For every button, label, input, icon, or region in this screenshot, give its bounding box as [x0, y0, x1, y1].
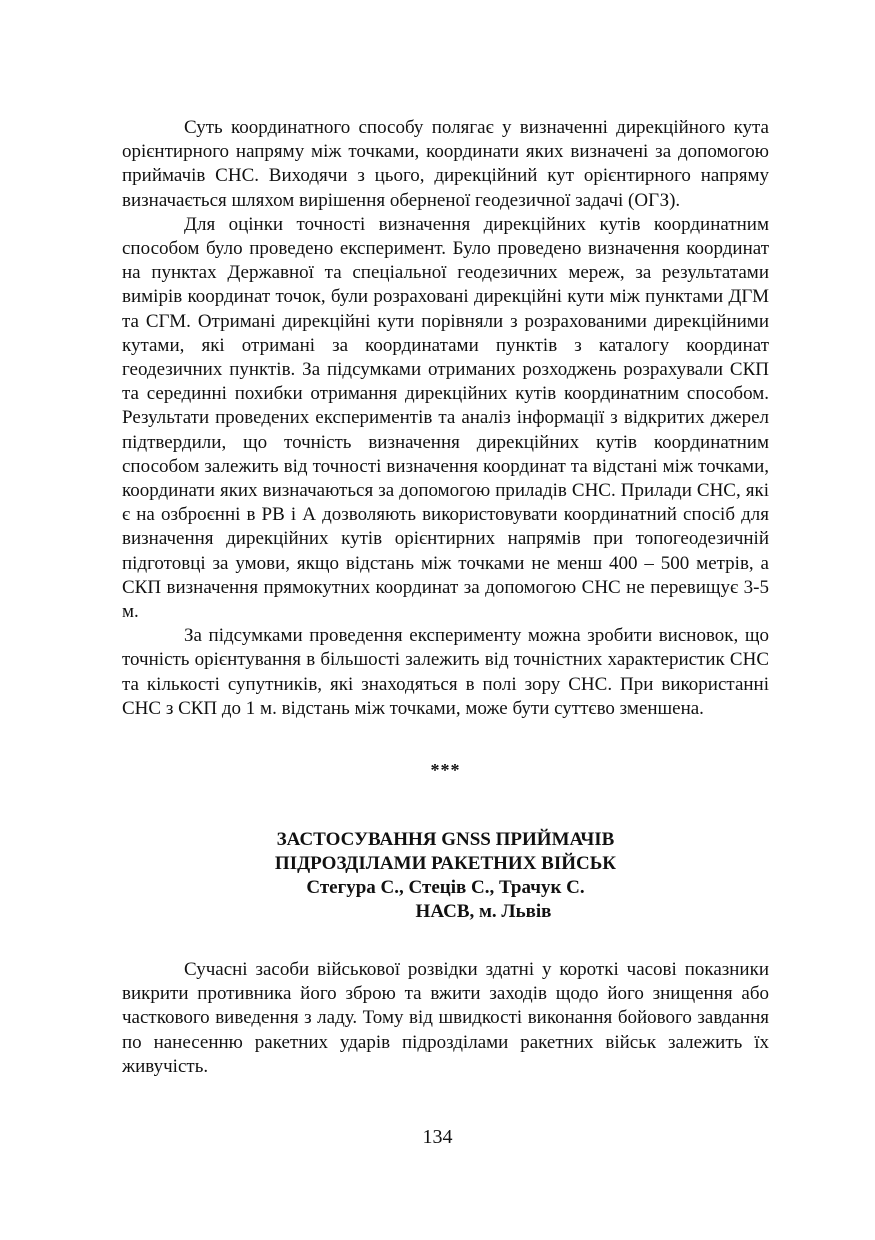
- article-heading: [122, 828, 769, 924]
- paragraph-1: Суть координатного способу полягає у визначенні дирекційного кута орієнтирного напряму між точками, координати яких визначені за допомогою приймачів СНС. Виходячи з цього, дирекційний кут орієнтирного напряму визначається шляхом вирішення оберненої геодезичної задачі (ОГЗ).: [122, 117, 769, 211]
- article-affiliation: НАСВ, м. Львів: [415, 901, 552, 923]
- page-number: 134: [422, 1126, 453, 1148]
- article-body-paragraph: Сучасні засоби військової розвідки здатні у короткі часові показники викрити противника його зброю та вжити заходів щодо його знищення або часткового виведення з ладу. Тому від швидкості виконання бойового завдання по нанесенню ракетних ударів підрозділами ракетних військ залежить їх живучість.: [122, 959, 769, 1077]
- paragraph-2: Для оцінки точності визначення дирекційних кутів координатним способом було проведено експеримент. Було проведено визначення координат на пунктах Державної та спеціальної геодезичних мереж, за результатами вимірів координат точок, були розраховані дирекційні кути між пунктами ДГМ та СГМ. Отримані дирекційні кути порівняли з розрахованими дирекційними кутами, які отримані за координатами пунктів з каталогу координат геодезичних пунктів. За підсумками отриманих розходжень розрахували СКП та серединні похибки отримання дирекційних кутів координатним способом. Результати проведених експериментів та аналіз інформації з відкритих джерел підтвердили, що точність визначення дирекційних кутів координатним способом залежить від точності визначення координат та відстані між точками, координати яких визначаються за допомогою приладів СНС. Прилади СНС, які є на озброєнні в РВ і А дозволяють використовувати координатний спосіб для визначення дирекційних кутів орієнтирних напрямів при топогеодезичній підготовці за умови, якщо відстань між точками не менш 400 – 500 метрів, а СКП визначення прямокутних координат за допомогою СНС не перевищує 3-5 м.: [122, 213, 769, 623]
- article-title-line-2: ПІДРОЗДІЛАМИ РАКЕТНИХ ВІЙСЬК: [274, 853, 617, 875]
- paragraph-3: За підсумками проведення експерименту можна зробити висновок, що точність орієнтування в більшості залежить від точністних характеристик СНС та кількості супутників, які знаходяться в полі зору СНС. При використанні СНС з СКП до 1 м. відстань між точками, може бути суттєво зменшена.: [122, 625, 769, 719]
- article-authors: Стегура С., Стеців С., Трачук С.: [306, 877, 585, 899]
- article-title-line-1: ЗАСТОСУВАННЯ GNSS ПРИЙМАЧІВ: [276, 829, 615, 851]
- page-content: [122, 116, 769, 1079]
- section-separator: ***: [430, 760, 461, 781]
